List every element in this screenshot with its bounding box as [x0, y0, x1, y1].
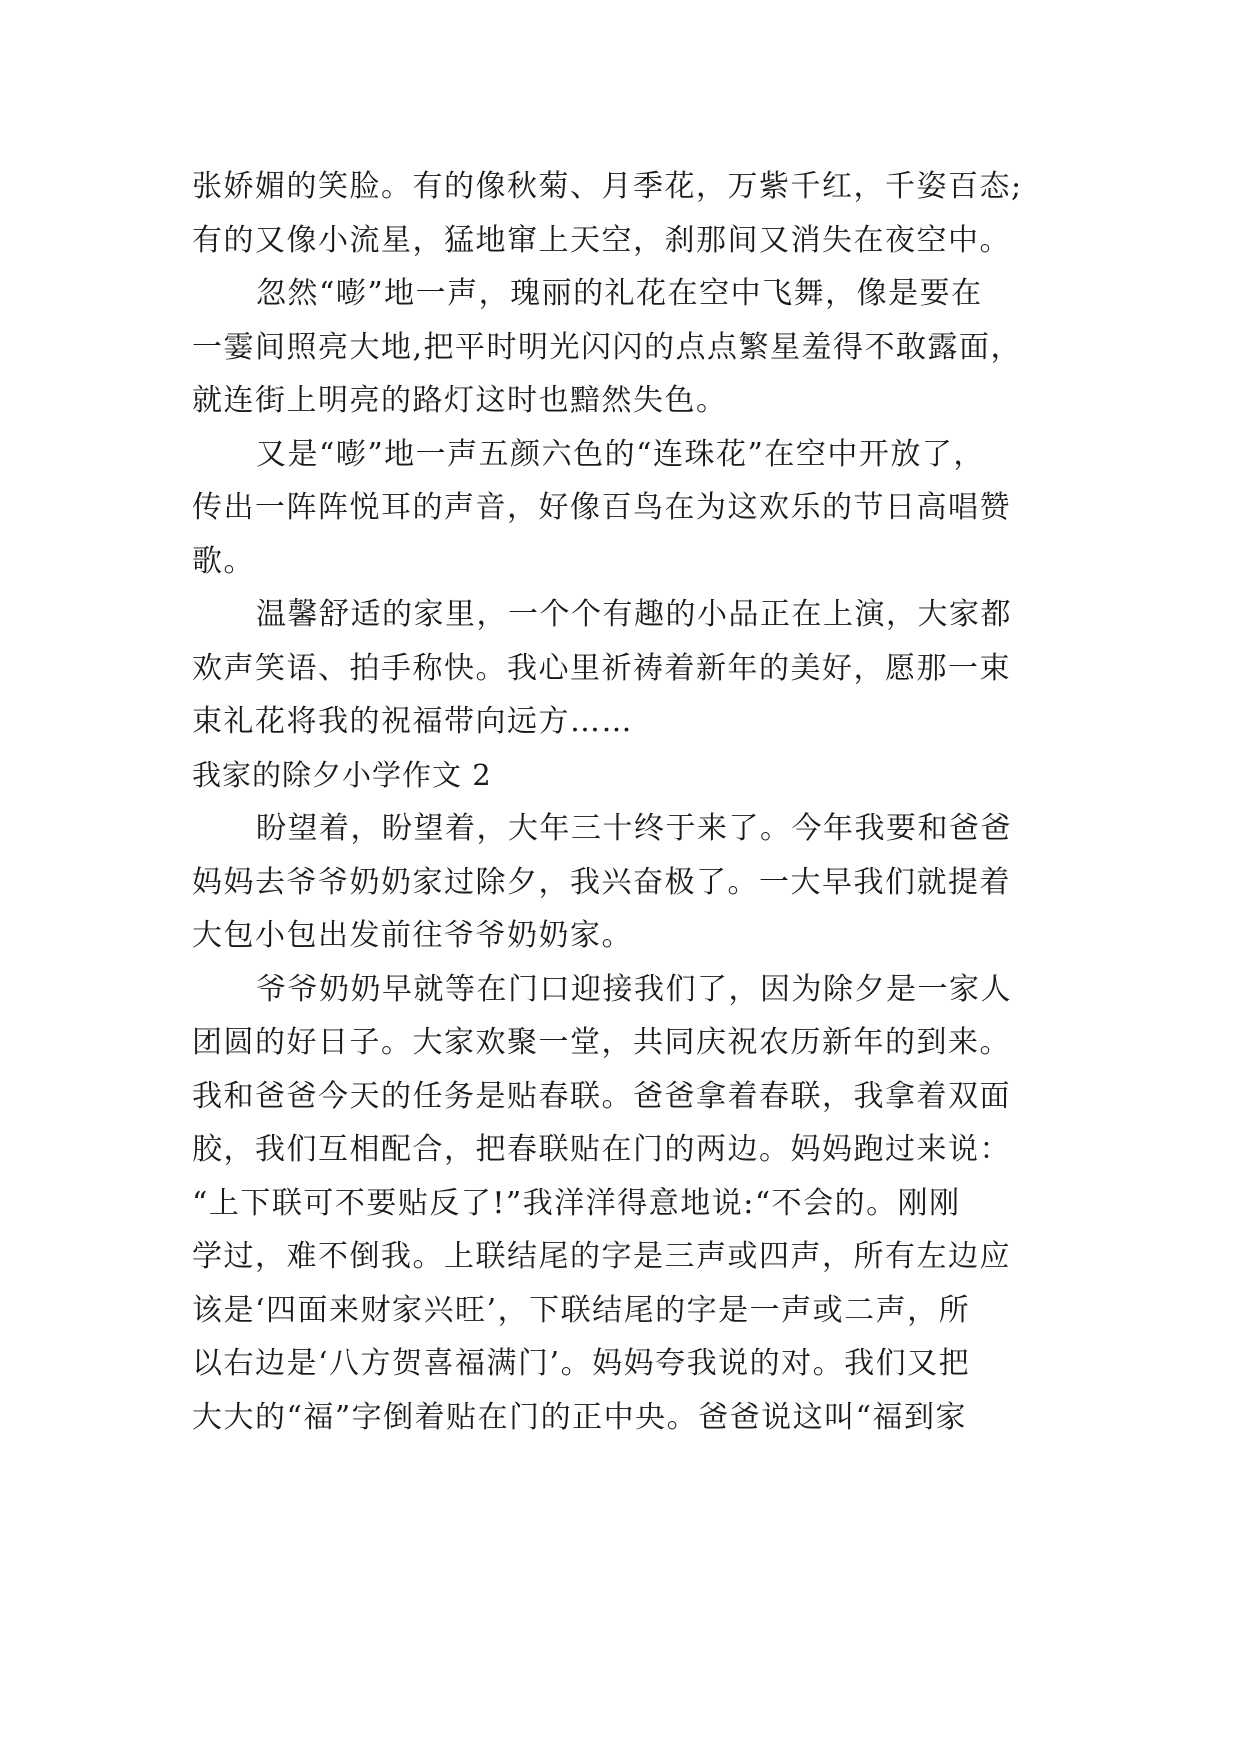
text-line: 胶，我们互相配合，把春联贴在门的两边。妈妈跑过来说：	[192, 1132, 1011, 1167]
text-line: 就连街上明亮的路灯这时也黯然失色。	[192, 383, 728, 418]
text-line: 团圆的好日子。大家欢聚一堂，共同庆祝农历新年的到来。	[192, 1025, 1011, 1060]
text-line: 学过，难不倒我。上联结尾的字是三声或四声，所有左边应	[192, 1239, 1011, 1274]
text-line: 妈妈去爷爷奶奶家过除夕，我兴奋极了。一大早我们就提着	[192, 864, 1011, 900]
section-heading: 我家的除夕小学作文 2	[192, 757, 492, 792]
text-line: 一霎间照亮大地,把平时明光闪闪的点点繁星羞得不敢露面，	[192, 329, 1023, 365]
text-line: 又是“嘭”地一声五颜六色的“连珠花”在空中开放了，	[256, 436, 985, 472]
text-line: 我和爸爸今天的任务是贴春联。爸爸拿着春联，我拿着双面	[192, 1078, 1011, 1114]
text-line: 以右边是‘八方贺喜福满门’。妈妈夸我说的对。我们又把	[192, 1346, 971, 1381]
text-line: 束礼花将我的祝福带向远方……	[192, 704, 633, 739]
text-line: 大大的“福”字倒着贴在门的正中央。爸爸说这叫“福到家	[192, 1399, 968, 1435]
text-line: 该是‘四面来财家兴旺’，下联结尾的字是一声或二声，所	[192, 1292, 971, 1328]
document-body	[192, 160, 1072, 1444]
text-line: 盼望着，盼望着，大年三十终于来了。今年我要和爸爸	[256, 811, 1012, 846]
text-line: 张娇媚的笑脸。有的像秋菊、月季花，万紫千红，千姿百态;	[192, 169, 1023, 204]
text-line: 欢声笑语、拍手称快。我心里祈祷着新年的美好，愿那一束	[192, 650, 1011, 686]
text-line: 歌。	[192, 543, 255, 579]
text-line: 传出一阵阵悦耳的声音，好像百鸟在为这欢乐的节日高唱赞	[192, 490, 1011, 525]
text-line: 爷爷奶奶早就等在门口迎接我们了，因为除夕是一家人	[256, 971, 1012, 1007]
text-line: “上下联可不要贴反了!”我洋洋得意地说:“不会的。刚刚	[192, 1185, 961, 1221]
text-line: 忽然“嘭”地一声，瑰丽的礼花在空中飞舞，像是要在	[256, 276, 983, 311]
text-line: 温馨舒适的家里，一个个有趣的小品正在上演，大家都	[256, 597, 1012, 632]
text-line: 大包小包出发前往爷爷奶奶家。	[192, 918, 633, 953]
text-line: 有的又像小流星，猛地窜上天空，刹那间又消失在夜空中。	[192, 222, 1011, 258]
